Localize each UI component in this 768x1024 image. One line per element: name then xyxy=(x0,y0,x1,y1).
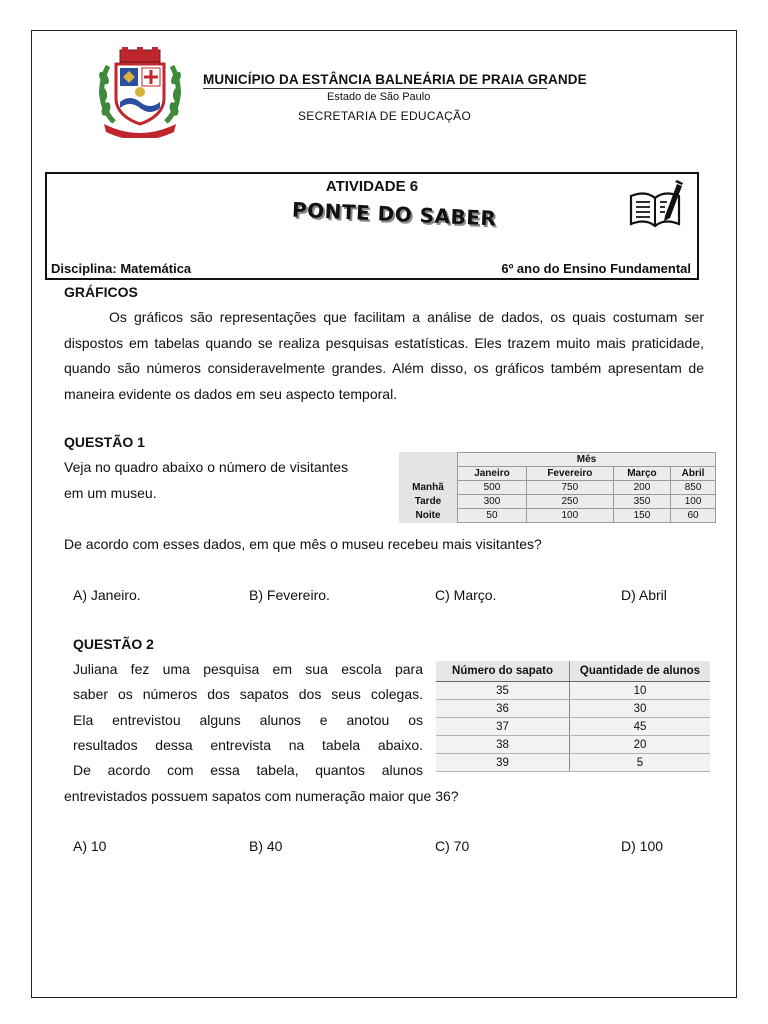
q1-option-d[interactable]: D) Abril xyxy=(621,587,667,603)
table-cell: 45 xyxy=(570,718,711,736)
table-col-header: Março xyxy=(613,467,670,481)
table-cell: 100 xyxy=(671,495,716,509)
shoe-size-table xyxy=(436,661,710,772)
table-row xyxy=(399,481,716,495)
question-2-text-line6: entrevistados possuem sapatos com numeração maior que 36? xyxy=(64,788,459,804)
table-row-label: Tarde xyxy=(399,495,458,509)
q2-option-b[interactable]: B) 40 xyxy=(249,838,283,854)
activity-title: ATIVIDADE 6 xyxy=(325,178,419,195)
table-cell: 5 xyxy=(570,754,711,772)
municipal-crest-icon xyxy=(94,46,186,138)
table-cell: 60 xyxy=(671,509,716,523)
table-cell: 300 xyxy=(458,495,527,509)
table-cell: 20 xyxy=(570,736,711,754)
table-cell: 39 xyxy=(436,754,570,772)
table-cell: 850 xyxy=(671,481,716,495)
table-col-header: Número do sapato xyxy=(436,661,570,682)
discipline-label: Disciplina: Matemática xyxy=(51,261,192,276)
question-2-text-line4: resultados dessa entrevista na tabela abaixo. xyxy=(73,737,423,753)
table-cell: 200 xyxy=(613,481,670,495)
grade-label: 6º ano do Ensino Fundamental xyxy=(501,261,691,276)
table-col-header: Fevereiro xyxy=(526,467,613,481)
table-row xyxy=(436,754,710,772)
table-row-label: Manhã xyxy=(399,481,458,495)
table-row xyxy=(399,509,716,523)
q1-option-b[interactable]: B) Fevereiro. xyxy=(249,587,330,603)
table-cell: 30 xyxy=(570,700,711,718)
municipality-title: MUNICÍPIO DA ESTÂNCIA BALNEÁRIA DE PRAIA GRANDE xyxy=(203,72,587,87)
table-cell: 50 xyxy=(458,509,527,523)
q2-option-d[interactable]: D) 100 xyxy=(621,838,664,854)
table-col-header: Quantidade de alunos xyxy=(570,661,711,682)
question-1-text-line1: Veja no quadro abaixo o número de visitantes xyxy=(64,459,349,475)
question-1-prompt: De acordo com esses dados, em que mês o museu recebeu mais visitantes? xyxy=(64,536,542,552)
table-cell: 35 xyxy=(436,682,570,700)
table-row xyxy=(399,495,716,509)
section-heading: GRÁFICOS xyxy=(64,284,138,300)
table-cell: 100 xyxy=(526,509,613,523)
table-cell: 37 xyxy=(436,718,570,736)
q2-option-c[interactable]: C) 70 xyxy=(435,838,470,854)
question-2-text-line2: saber os números dos sapatos dos seus colegas. xyxy=(73,686,423,702)
table-row xyxy=(436,700,710,718)
q2-option-a[interactable]: A) 10 xyxy=(73,838,107,854)
table-cell: 500 xyxy=(458,481,527,495)
table-cell: 36 xyxy=(436,700,570,718)
activity-subtitle: PONTE DO SABER xyxy=(291,197,497,231)
question-2-text-line1: Juliana fez uma pesquisa em sua escola para xyxy=(73,661,423,677)
table-row xyxy=(436,718,710,736)
table-cell: 10 xyxy=(570,682,711,700)
header-divider xyxy=(203,88,547,89)
activity-box xyxy=(45,172,699,280)
q1-option-c[interactable]: C) Março. xyxy=(435,587,497,603)
table-cell: 750 xyxy=(526,481,613,495)
secretariat-name: SECRETARIA DE EDUCAÇÃO xyxy=(298,109,472,123)
table-cell: 250 xyxy=(526,495,613,509)
question-2-text-line5: De acordo com essa tabela, quantos alunos xyxy=(73,762,423,778)
question-2-text-line3: Ela entrevistou alguns alunos e anotou os xyxy=(73,712,423,728)
book-pencil-icon xyxy=(627,178,683,232)
table-row-label: Noite xyxy=(399,509,458,523)
table-cell: 350 xyxy=(613,495,670,509)
visitors-table xyxy=(399,452,716,523)
question-2-label: QUESTÃO 2 xyxy=(73,636,154,652)
state-name: Estado de São Paulo xyxy=(327,91,431,103)
question-1-text-line2: em um museu. xyxy=(64,485,157,501)
table-row xyxy=(436,682,710,700)
q1-option-a[interactable]: A) Janeiro. xyxy=(73,587,141,603)
question-1-label: QUESTÃO 1 xyxy=(64,434,145,450)
table-group-header: Mês xyxy=(458,453,716,467)
intro-paragraph: Os gráficos são representações que facilitam a análise de dados, os quais costumam ser dispostos em tabelas quando se realiza pesquisas estatísticas. Eles trazem muito mais praticidade, quando são números consideravelmente grandes. Além disso, os gráficos também apresentam de maneira evidente os dados em seu aspecto temporal. xyxy=(64,309,704,402)
table-cell: 150 xyxy=(613,509,670,523)
table-cell: 38 xyxy=(436,736,570,754)
table-col-header: Abril xyxy=(671,467,716,481)
table-col-header: Janeiro xyxy=(458,467,527,481)
table-row xyxy=(436,736,710,754)
